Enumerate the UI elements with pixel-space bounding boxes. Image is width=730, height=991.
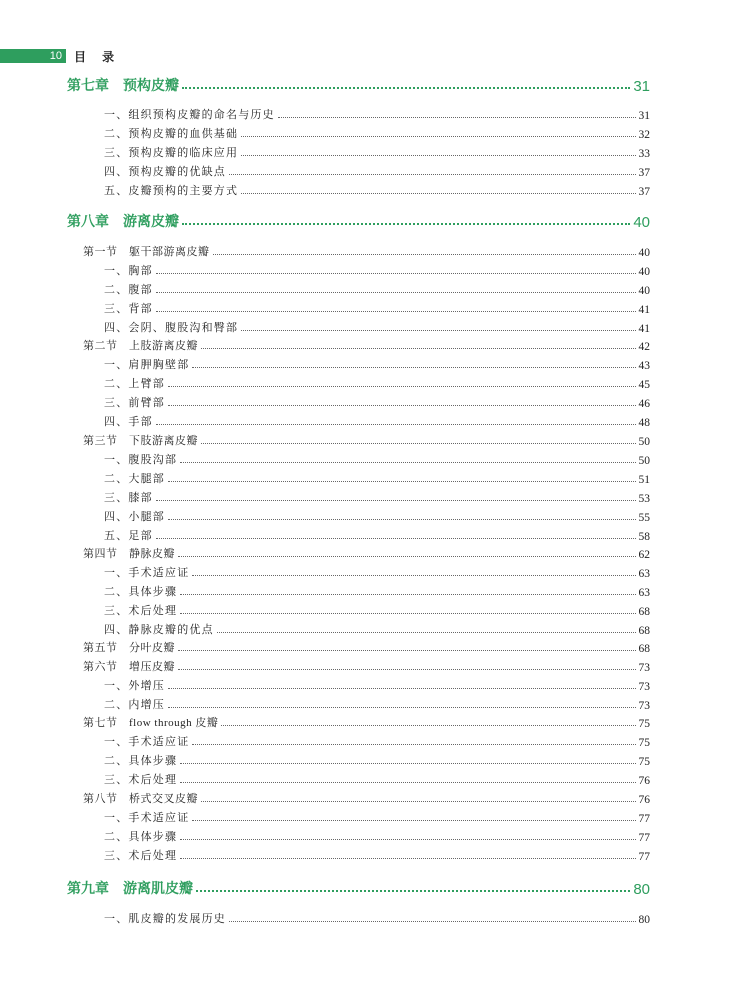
toc-entry-label: 一、腹股沟部	[104, 453, 178, 466]
dot-leader	[178, 650, 636, 651]
dot-leader	[180, 858, 635, 859]
dot-leader	[156, 273, 636, 274]
toc-item-row	[104, 373, 650, 391]
running-header	[0, 49, 120, 63]
toc-entry-page: 51	[638, 474, 650, 486]
toc-entry-page: 77	[638, 832, 650, 844]
toc-entry-label: 第二节 上肢游离皮瓣	[83, 340, 198, 352]
toc-item-row	[104, 411, 650, 429]
toc-entry-page: 50	[638, 436, 650, 448]
dot-leader	[241, 330, 635, 331]
toc-entry-label: 第七节 flow through 皮瓣	[83, 717, 219, 729]
toc-entry-label: 一、手术适应证	[104, 566, 190, 579]
toc-item-row	[104, 675, 650, 693]
toc-item-row	[104, 525, 650, 543]
toc-entry-label: 二、大腿部	[104, 472, 165, 485]
dot-leader	[182, 223, 630, 225]
toc-entry-page: 48	[638, 417, 650, 429]
toc-item-row	[104, 694, 650, 712]
dot-leader	[180, 594, 635, 595]
toc-chapter-row	[67, 73, 650, 95]
dot-leader	[168, 386, 636, 387]
toc-entry-page: 68	[638, 643, 650, 655]
header-title: 目 录	[74, 49, 121, 64]
dot-leader	[168, 405, 636, 406]
toc-item-row	[104, 487, 650, 505]
toc-entry-label: 一、手术适应证	[104, 735, 190, 748]
toc-entry-page: 43	[638, 360, 650, 372]
toc-item-row	[104, 180, 650, 198]
toc-item-row	[104, 123, 650, 141]
toc-entry-label: 一、组织预构皮瓣的命名与历史	[104, 108, 275, 121]
toc-item-row	[104, 600, 650, 618]
toc-entry-page: 37	[638, 186, 650, 198]
toc-entry-page: 63	[638, 568, 650, 580]
toc-entry-label: 三、背部	[104, 302, 153, 315]
dot-leader	[213, 254, 636, 255]
toc-entry-label: 四、会阴、腹股沟和臀部	[104, 321, 239, 334]
toc-item-row	[104, 826, 650, 844]
toc-entry-label: 四、小腿部	[104, 510, 165, 523]
toc-entry-page: 53	[638, 493, 650, 505]
toc-entry-page: 77	[638, 813, 650, 825]
toc-entry-label: 二、腹部	[104, 283, 153, 296]
dot-leader	[156, 292, 636, 293]
toc-entry-label: 二、上臂部	[104, 377, 165, 390]
toc-entry-page: 76	[638, 775, 650, 787]
toc-entry-label: 二、具体步骤	[104, 585, 178, 598]
toc-entry-label: 二、预构皮瓣的血供基础	[104, 127, 239, 140]
dot-leader	[156, 538, 636, 539]
toc-item-row	[104, 468, 650, 486]
dot-leader	[168, 688, 636, 689]
toc-entry-page: 68	[638, 625, 650, 637]
toc-entry-label: 五、足部	[104, 529, 153, 542]
toc-section-row	[83, 656, 650, 674]
dot-leader	[178, 556, 636, 557]
toc-entry-page: 40	[638, 247, 650, 259]
dot-leader	[192, 575, 635, 576]
toc-entry-label: 二、具体步骤	[104, 830, 178, 843]
toc-item-row	[104, 506, 650, 524]
dot-leader	[229, 921, 636, 922]
toc-entry-label: 二、具体步骤	[104, 754, 178, 767]
dot-leader	[156, 500, 636, 501]
toc-entry-page: 55	[638, 512, 650, 524]
toc-entry-label: 第八章 游离皮瓣	[67, 214, 179, 230]
dot-leader	[192, 820, 635, 821]
dot-leader	[180, 782, 635, 783]
toc-item-row	[104, 354, 650, 372]
dot-leader	[180, 613, 635, 614]
dot-leader	[201, 443, 636, 444]
toc-entry-label: 五、皮瓣预构的主要方式	[104, 184, 239, 197]
toc-entry-page: 46	[638, 398, 650, 410]
toc-entry-page: 32	[638, 129, 650, 141]
toc-entry-page: 80	[638, 914, 650, 926]
toc-entry-page: 37	[638, 167, 650, 179]
toc-item-row	[104, 279, 650, 297]
toc-entry-page: 73	[638, 700, 650, 712]
dot-leader	[201, 801, 636, 802]
toc-item-row	[104, 449, 650, 467]
toc-entry-label: 第五节 分叶皮瓣	[83, 642, 175, 654]
toc-item-row	[104, 619, 650, 637]
toc-item-row	[104, 750, 650, 768]
toc-item-row	[104, 142, 650, 160]
toc-entry-page: 80	[633, 881, 650, 898]
toc-entry-label: 一、肩胛胸壁部	[104, 358, 190, 371]
dot-leader	[241, 136, 635, 137]
dot-leader	[156, 424, 636, 425]
toc-entry-label: 三、预构皮瓣的临床应用	[104, 146, 239, 159]
toc-entry-label: 第一节 躯干部游离皮瓣	[83, 246, 210, 258]
toc-entry-label: 第六节 增压皮瓣	[83, 661, 175, 673]
toc-section-row	[83, 788, 650, 806]
toc-entry-page: 73	[638, 662, 650, 674]
toc-entry-label: 四、静脉皮瓣的优点	[104, 623, 214, 636]
toc-entry-page: 40	[638, 266, 650, 278]
dot-leader	[168, 707, 636, 708]
toc-item-row	[104, 908, 650, 926]
toc-item-row	[104, 392, 650, 410]
toc-section-row	[83, 712, 650, 730]
dot-leader	[178, 669, 636, 670]
toc-entry-page: 31	[638, 110, 650, 122]
toc-entry-label: 一、胸部	[104, 264, 153, 277]
toc-entry-page: 75	[638, 756, 650, 768]
toc-entry-page: 41	[638, 323, 650, 335]
toc-item-row	[104, 317, 650, 335]
toc-entry-page: 75	[638, 737, 650, 749]
toc-section-row	[83, 430, 650, 448]
toc-entry-label: 四、手部	[104, 415, 153, 428]
toc-entry-label: 三、前臂部	[104, 396, 165, 409]
toc-entry-label: 二、内增压	[104, 698, 165, 711]
toc-item-row	[104, 161, 650, 179]
toc-entry-label: 三、术后处理	[104, 604, 178, 617]
dot-leader	[168, 481, 636, 482]
dot-leader	[196, 890, 630, 892]
toc-entry-label: 第七章 预构皮瓣	[67, 78, 179, 94]
toc-item-row	[104, 769, 650, 787]
toc-entry-label: 一、外增压	[104, 679, 165, 692]
dot-leader	[201, 348, 636, 349]
toc-chapter-row	[67, 876, 650, 898]
toc-entry-page: 63	[638, 587, 650, 599]
toc-entry-label: 四、预构皮瓣的优缺点	[104, 165, 226, 178]
toc-entry-page: 76	[638, 794, 650, 806]
toc-item-row	[104, 260, 650, 278]
toc-section-row	[83, 335, 650, 353]
toc-entry-label: 一、手术适应证	[104, 811, 190, 824]
toc-entry-page: 42	[638, 341, 650, 353]
toc-entry-page: 68	[638, 606, 650, 618]
toc-item-row	[104, 562, 650, 580]
dot-leader	[278, 117, 636, 118]
toc-chapter-row	[67, 209, 650, 231]
dot-leader	[217, 632, 636, 633]
toc-entry-page: 73	[638, 681, 650, 693]
toc-item-row	[104, 581, 650, 599]
dot-leader	[241, 193, 635, 194]
toc-section-row	[83, 543, 650, 561]
toc-entry-page: 40	[633, 214, 650, 231]
dot-leader	[180, 763, 635, 764]
toc-entry-page: 50	[638, 455, 650, 467]
toc-item-row	[104, 807, 650, 825]
dot-leader	[180, 839, 635, 840]
toc-item-row	[104, 298, 650, 316]
toc-entry-label: 第三节 下肢游离皮瓣	[83, 435, 198, 447]
toc-item-row	[104, 845, 650, 863]
toc-entry-page: 62	[638, 549, 650, 561]
toc-item-row	[104, 104, 650, 122]
toc-section-row	[83, 637, 650, 655]
toc-entry-label: 三、膝部	[104, 491, 153, 504]
toc-entry-label: 第九章 游离肌皮瓣	[67, 881, 193, 897]
dot-leader	[156, 311, 636, 312]
dot-leader	[221, 725, 635, 726]
toc-entry-label: 一、肌皮瓣的发展历史	[104, 912, 226, 925]
toc-entry-page: 58	[638, 531, 650, 543]
toc-entry-page: 41	[638, 304, 650, 316]
toc-section-row	[83, 241, 650, 259]
page-number: 10	[0, 49, 66, 63]
toc-entry-page: 77	[638, 851, 650, 863]
toc-entry-page: 31	[633, 78, 650, 95]
toc-entry-label: 第四节 静脉皮瓣	[83, 548, 175, 560]
dot-leader	[192, 744, 635, 745]
dot-leader	[182, 87, 630, 89]
toc-entry-page: 40	[638, 285, 650, 297]
toc-entry-label: 第八节 桥式交叉皮瓣	[83, 793, 198, 805]
toc-entry-page: 33	[638, 148, 650, 160]
toc-entry-label: 三、术后处理	[104, 773, 178, 786]
toc-entry-page: 45	[638, 379, 650, 391]
dot-leader	[229, 174, 636, 175]
dot-leader	[168, 519, 636, 520]
toc-entry-label: 三、术后处理	[104, 849, 178, 862]
toc-entry-page: 75	[638, 718, 650, 730]
toc-item-row	[104, 731, 650, 749]
dot-leader	[180, 462, 635, 463]
dot-leader	[192, 367, 635, 368]
dot-leader	[241, 155, 635, 156]
